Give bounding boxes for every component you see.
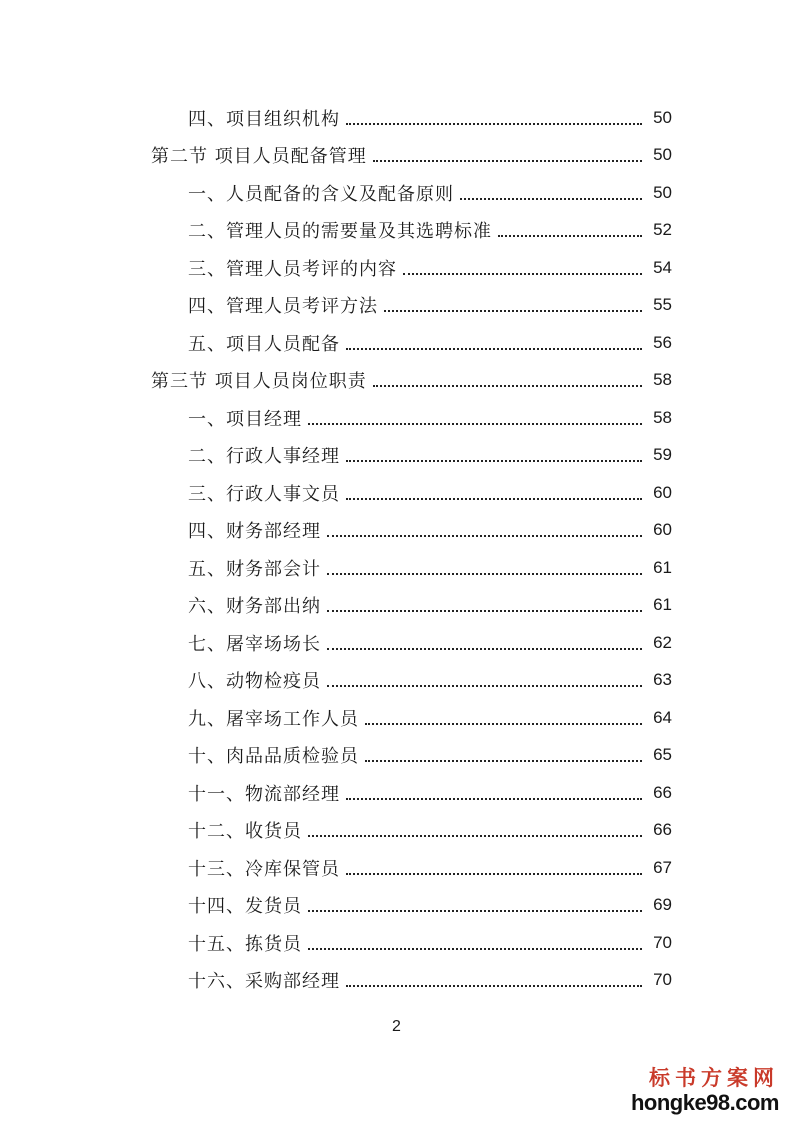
toc-entry [0,849,793,887]
toc-entry [0,287,793,325]
toc-entry-page: 70 [653,932,672,952]
toc-dot-leader [365,705,642,725]
toc-dot-leader [346,442,642,462]
toc-dot-leader [384,292,642,312]
toc-entry [0,662,793,700]
toc-entry [0,737,793,775]
toc-entry-page: 65 [653,745,672,765]
toc-dot-leader [308,930,642,950]
toc-dot-leader [308,817,642,837]
toc-dot-leader [346,780,642,800]
toc-entry-label: 七、屠宰场场长 [188,633,321,655]
toc-entry-label: 四、管理人员考评方法 [188,296,378,318]
toc-dot-leader [346,480,642,500]
toc-entry-page: 67 [653,857,672,877]
toc-entry-label: 五、财务部会计 [188,558,321,580]
toc-entry-label: 六、财务部出纳 [188,596,321,618]
toc-entry-label: 第二节 项目人员配备管理 [151,146,367,168]
toc-dot-leader [460,180,642,200]
toc-dot-leader [403,255,642,275]
toc-entry-label: 十五、拣货员 [188,933,302,955]
toc-dot-leader [327,517,642,537]
page-number: 2 [392,1018,401,1035]
toc-entry [0,812,793,850]
toc-entry [0,99,793,137]
toc-entry-label: 三、行政人事文员 [188,483,340,505]
toc-entry-page: 60 [653,520,672,540]
toc-entry [0,549,793,587]
toc-entry [0,924,793,962]
toc-entry [0,324,793,362]
toc-entry-label: 十二、收货员 [188,821,302,843]
toc-entry-page: 70 [653,970,672,990]
toc-entry-page: 50 [653,182,672,202]
toc-entry-page: 52 [653,220,672,240]
toc-entry [0,774,793,812]
toc-entry-label: 三、管理人员考评的内容 [188,258,397,280]
toc-dot-leader [373,142,642,162]
toc-entry-label: 十六、采购部经理 [188,971,340,993]
toc-entry [0,249,793,287]
toc-entry-page: 55 [653,295,672,315]
toc-entry-label: 九、屠宰场工作人员 [188,708,359,730]
toc-entry-label: 四、项目组织机构 [188,108,340,130]
toc-entry-page: 62 [653,632,672,652]
toc-entry-page: 58 [653,370,672,390]
toc-dot-leader [346,967,642,987]
toc-entry-label: 八、动物检疫员 [188,671,321,693]
toc-entry-page: 63 [653,670,672,690]
toc-entry [0,174,793,212]
toc-entry-label: 十、肉品品质检验员 [188,746,359,768]
toc-entry-page: 56 [653,332,672,352]
toc-dot-leader [373,367,642,387]
watermark-logo [631,1066,779,1116]
table-of-contents [0,99,793,999]
toc-dot-leader [308,892,642,912]
toc-dot-leader [346,855,642,875]
toc-entry [0,437,793,475]
toc-entry-page: 64 [653,707,672,727]
toc-dot-leader [327,630,642,650]
toc-entry-label: 一、项目经理 [188,408,302,430]
toc-dot-leader [365,742,642,762]
toc-entry-label: 二、管理人员的需要量及其选聘标准 [188,221,492,243]
toc-entry-page: 58 [653,407,672,427]
toc-entry-page: 60 [653,482,672,502]
toc-section-entry [0,362,793,400]
toc-entry-page: 61 [653,595,672,615]
toc-entry [0,212,793,250]
toc-entry-label: 五、项目人员配备 [188,333,340,355]
toc-dot-leader [346,330,642,350]
watermark-title: 标书方案网 [649,1065,779,1090]
toc-entry [0,962,793,1000]
toc-entry-page: 66 [653,820,672,840]
toc-entry [0,512,793,550]
toc-entry [0,587,793,625]
toc-entry [0,887,793,925]
toc-dot-leader [498,217,642,237]
toc-entry [0,699,793,737]
toc-dot-leader [327,592,642,612]
toc-entry-label: 十一、物流部经理 [188,783,340,805]
toc-entry-label: 第三节 项目人员岗位职责 [151,371,367,393]
toc-entry-page: 66 [653,782,672,802]
toc-entry-page: 50 [653,145,672,165]
toc-entry-label: 一、人员配备的含义及配备原则 [188,183,454,205]
toc-entry-page: 59 [653,445,672,465]
toc-entry-label: 十三、冷库保管员 [188,858,340,880]
toc-entry [0,474,793,512]
toc-dot-leader [346,105,642,125]
toc-entry [0,624,793,662]
toc-dot-leader [327,667,642,687]
toc-entry-label: 二、行政人事经理 [188,446,340,468]
toc-entry-label: 十四、发货员 [188,896,302,918]
toc-entry-page: 69 [653,895,672,915]
toc-entry [0,399,793,437]
toc-dot-leader [308,405,642,425]
toc-entry-page: 50 [653,107,672,127]
toc-entry-page: 61 [653,557,672,577]
watermark-url: hongke98.com [630,1090,779,1115]
toc-dot-leader [327,555,642,575]
toc-entry-page: 54 [653,257,672,277]
toc-section-entry [0,137,793,175]
toc-entry-label: 四、财务部经理 [188,521,321,543]
